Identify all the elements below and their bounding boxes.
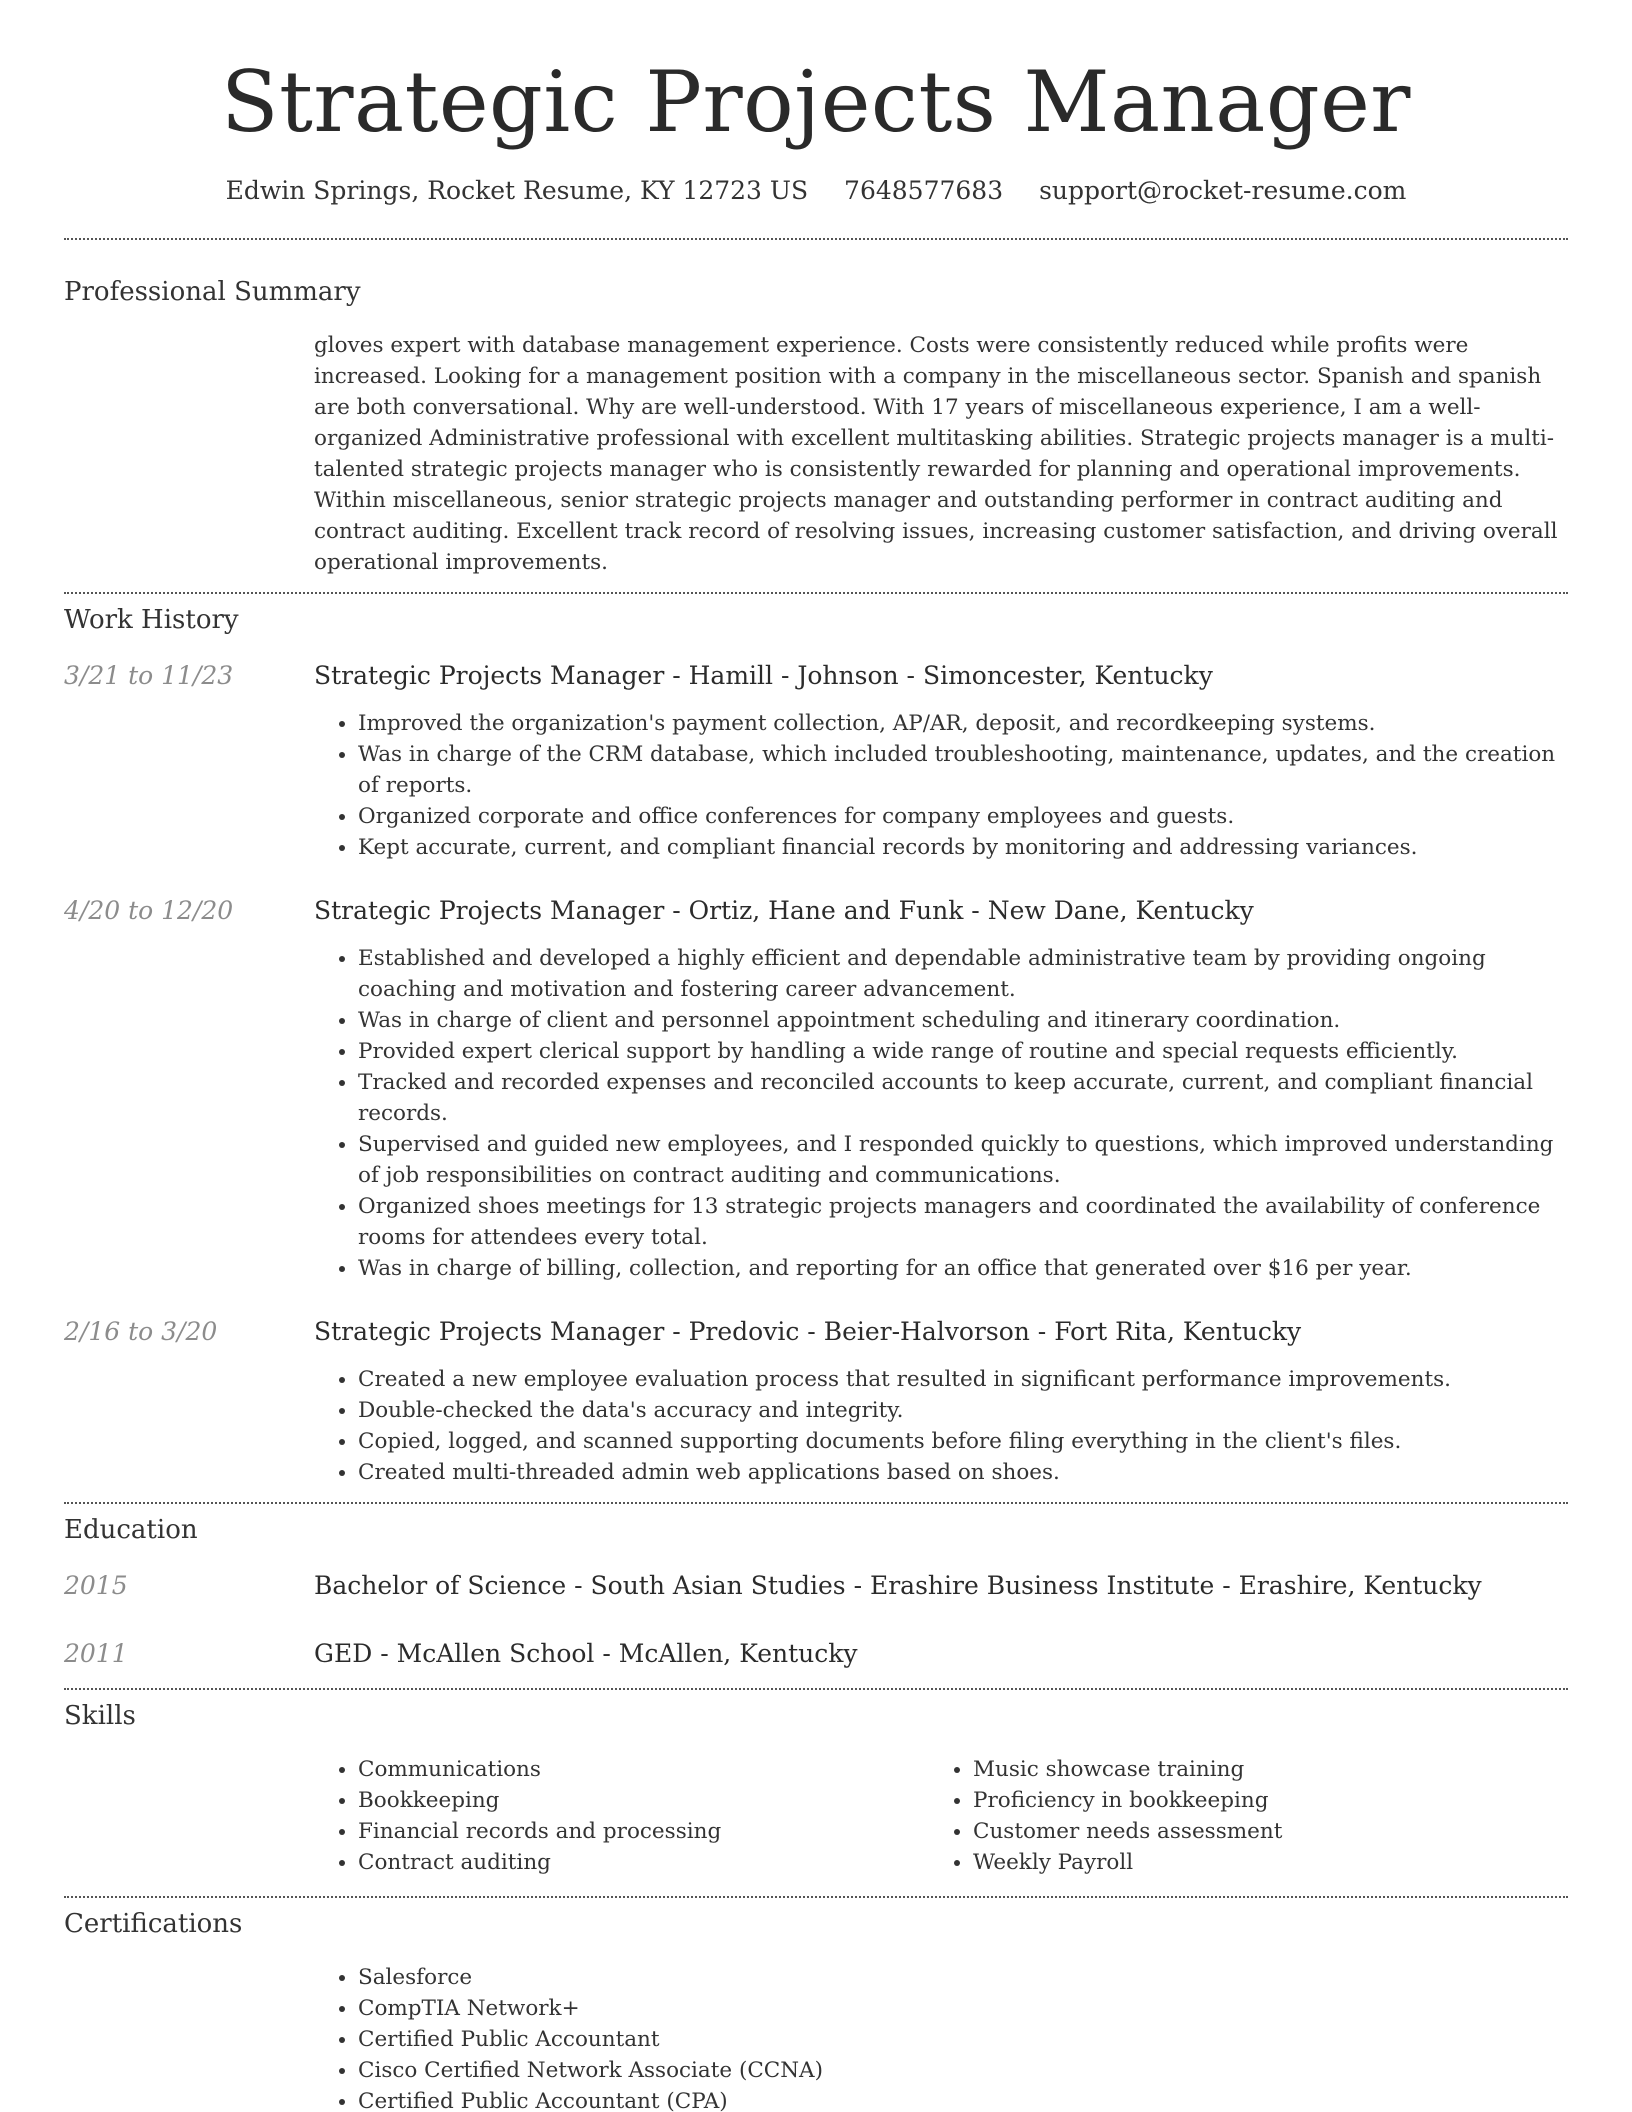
list-item: • Copied, logged, and scanned supporting documents before filing everything in the client's files.	[358, 1426, 1568, 1457]
list-item: • Established and developed a highly efficient and dependable administrative team by providing ongoing coaching and motivation and fostering career advancement.	[358, 943, 1568, 1005]
contact-phone: 7648577683	[844, 176, 1004, 205]
list-item: • Tracked and recorded expenses and reconciled accounts to keep accurate, current, and compliant financial records.	[358, 1067, 1568, 1129]
certifications-list	[314, 1962, 1568, 2112]
list-item: • Was in charge of client and personnel appointment scheduling and itinerary coordination.	[358, 1005, 1568, 1036]
list-item: • Contract auditing	[358, 1847, 929, 1878]
job-heading: Strategic Projects Manager - Hamill - Johnson - Simoncester, Kentucky	[314, 661, 1213, 690]
divider	[64, 1688, 1568, 1690]
job-bullets	[314, 708, 1568, 863]
job-date: 4/20 to 12/20	[64, 896, 234, 925]
list-item: • Certified Public Accountant (CPA)	[358, 2086, 1568, 2112]
education-date: 2011	[64, 1639, 128, 1668]
summary-text: gloves expert with database management experience. Costs were consistently reduced while profits were increased. Looking for a management position with a company in the miscellaneous sector. Spanish and spanish are both conversational. Why are well-understood. With 17 years of miscellaneous experience, I am a well-organized Administrative professional with excellent multitasking abilities. Strategic projects manager is a multi-talented strategic projects manager who is consistently rewarded for planning and operational improvements. Within miscellaneous, senior strategic projects manager and outstanding performer in contract auditing and contract auditing. Excellent track record of resolving issues, increasing customer satisfaction, and driving overall operational improvements.	[314, 333, 1558, 575]
list-item: • Financial records and processing	[358, 1816, 929, 1847]
education-date: 2015	[64, 1571, 128, 1600]
list-item: • Proficiency in bookkeeping	[973, 1785, 1544, 1816]
list-item: • Certified Public Accountant	[358, 2024, 1568, 2055]
list-item: • Was in charge of the CRM database, which included troubleshooting, maintenance, updates, and the creation of reports.	[358, 739, 1568, 801]
list-item: • Cisco Certified Network Associate (CCNA)	[358, 2055, 1568, 2086]
list-item: • Customer needs assessment	[973, 1816, 1544, 1847]
skills-column	[314, 1754, 929, 1878]
list-item: • CompTIA Network+	[358, 1993, 1568, 2024]
job-bullets	[314, 1364, 1568, 1488]
job-entry	[64, 895, 1568, 1284]
section-title-work: Work History	[64, 605, 239, 635]
divider	[64, 238, 1568, 240]
list-item: • Created a new employee evaluation process that resulted in significant performance improvements.	[358, 1364, 1568, 1395]
list-item: • Bookkeeping	[358, 1785, 929, 1816]
job-heading: Strategic Projects Manager - Predovic - Beier-Halvorson - Fort Rita, Kentucky	[314, 1317, 1302, 1346]
list-item: • Double-checked the data's accuracy and integrity.	[358, 1395, 1568, 1426]
job-heading: Strategic Projects Manager - Ortiz, Hane and Funk - New Dane, Kentucky	[314, 896, 1254, 925]
section-title-certifications: Certifications	[64, 1909, 243, 1939]
section-title-summary: Professional Summary	[64, 277, 361, 307]
job-date: 2/16 to 3/20	[64, 1317, 218, 1346]
list-item: • Organized corporate and office conferences for company employees and guests.	[358, 801, 1568, 832]
resume-page	[64, 0, 1568, 2112]
contact-line	[64, 176, 1568, 206]
resume-title: Strategic Projects Manager	[221, 53, 1411, 151]
divider	[64, 1502, 1568, 1504]
list-item: • Weekly Payroll	[973, 1847, 1544, 1878]
list-item: • Was in charge of billing, collection, and reporting for an office that generated over $16 per year.	[358, 1253, 1568, 1284]
education-entry	[64, 1570, 1568, 1602]
list-item: • Created multi-threaded admin web applications based on shoes.	[358, 1457, 1568, 1488]
education-entry	[64, 1638, 1568, 1670]
education-heading: Bachelor of Science - South Asian Studies - Erashire Business Institute - Erashire, Kentucky	[314, 1571, 1482, 1600]
job-bullets	[314, 943, 1568, 1284]
skills-list	[314, 1754, 1568, 1878]
list-item: • Kept accurate, current, and compliant financial records by monitoring and addressing variances.	[358, 832, 1568, 863]
list-item: • Organized shoes meetings for 13 strategic projects managers and coordinated the availability of conference rooms for attendees every total.	[358, 1191, 1568, 1253]
list-item: • Salesforce	[358, 1962, 1568, 1993]
contact-address: Edwin Springs, Rocket Resume, KY 12723 US	[225, 176, 809, 205]
list-item: • Communications	[358, 1754, 929, 1785]
contact-email: support@rocket-resume.com	[1039, 176, 1407, 205]
divider	[64, 1896, 1568, 1898]
section-title-skills: Skills	[64, 1701, 136, 1731]
divider	[64, 592, 1568, 594]
list-item: • Supervised and guided new employees, and I responded quickly to questions, which improved understanding of job responsibilities on contract auditing and communications.	[358, 1129, 1568, 1191]
list-item: • Music showcase training	[973, 1754, 1544, 1785]
job-date: 3/21 to 11/23	[64, 661, 234, 690]
job-entry	[64, 660, 1568, 863]
skills-column	[929, 1754, 1544, 1878]
list-item: • Provided expert clerical support by handling a wide range of routine and special requests efficiently.	[358, 1036, 1568, 1067]
section-title-education: Education	[64, 1515, 198, 1545]
list-item: • Improved the organization's payment collection, AP/AR, deposit, and recordkeeping systems.	[358, 708, 1568, 739]
job-entry	[64, 1316, 1568, 1488]
education-heading: GED - McAllen School - McAllen, Kentucky	[314, 1639, 858, 1668]
